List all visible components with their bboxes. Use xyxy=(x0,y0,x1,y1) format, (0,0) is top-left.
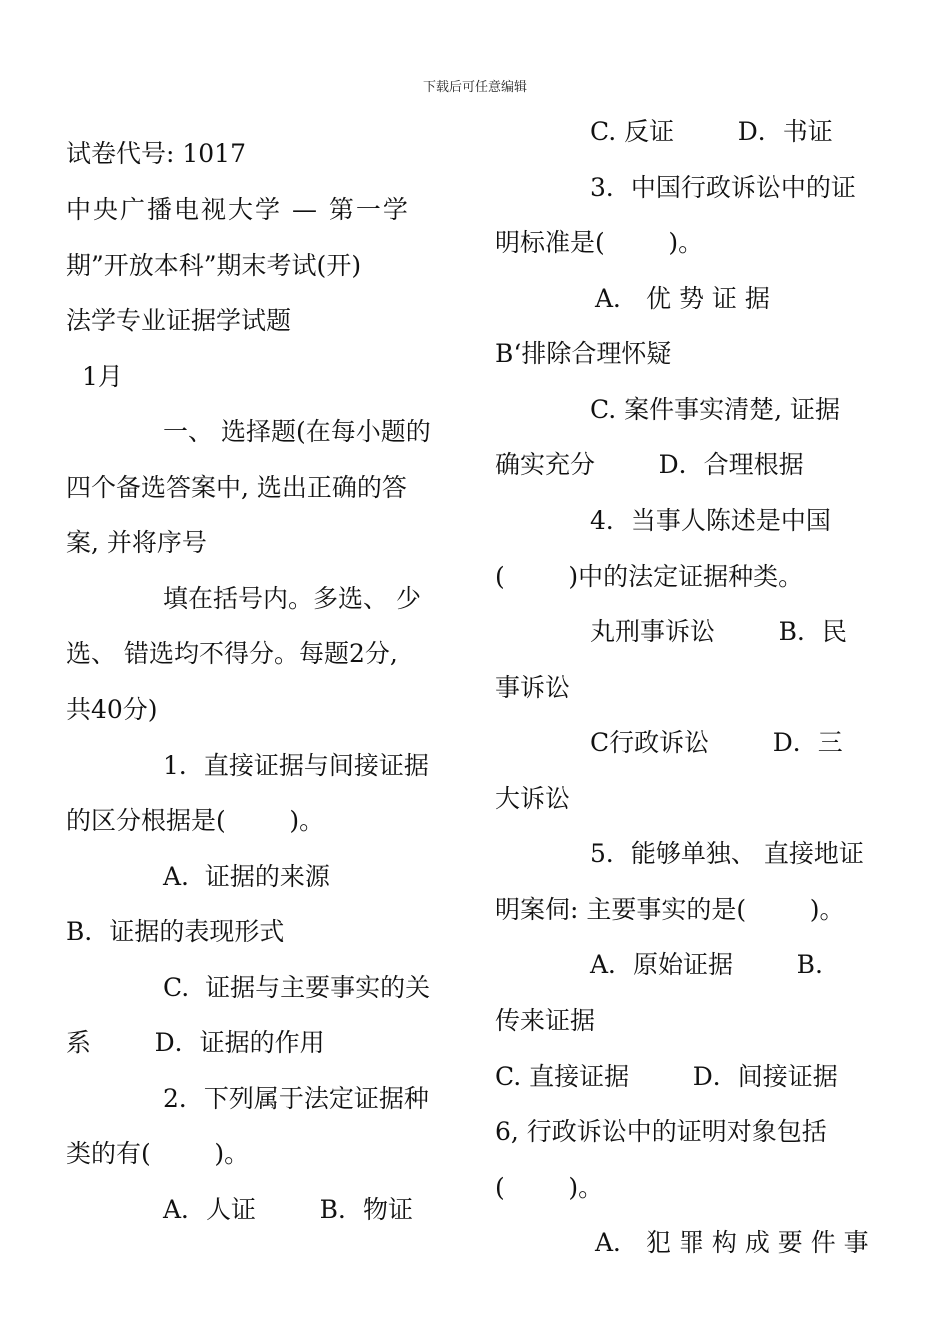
question-3: 3．中国行政诉讼中的证 xyxy=(590,173,856,202)
q4-options-ab: 丸刑事诉讼 B．民 xyxy=(590,617,847,646)
q4-options-cd: C行政诉讼 D．三 xyxy=(590,728,843,757)
exam-title-line2: 期”开放本科”期末考试(开) xyxy=(66,251,362,280)
question-3-cont: 明标准是( )。 xyxy=(495,228,704,257)
question-6: 6, 行政诉讼中的证明对象包括 xyxy=(495,1117,827,1146)
question-5-cont: 明案伺: 主要事实的是( )。 xyxy=(495,895,845,924)
instruction-line: 四个备选答案中, 选出正确的答 xyxy=(66,473,407,502)
q1-option-b: B．证据的表现形式 xyxy=(66,917,285,946)
q2-options-cd: C. 反证 D．书证 xyxy=(590,117,833,146)
exam-date: 1月 xyxy=(82,362,123,391)
question-2-cont: 类的有( )。 xyxy=(66,1139,250,1168)
question-6-cont: ( )。 xyxy=(495,1173,604,1202)
q5-options-cd: C. 直接证据 D．间接证据 xyxy=(495,1062,838,1091)
instruction-line: 共40分) xyxy=(66,695,158,724)
q4-option-d-cont: 大诉讼 xyxy=(495,784,571,813)
question-2: 2．下列属于法定证据种 xyxy=(163,1084,429,1113)
question-1: 1．直接证据与间接证据 xyxy=(163,751,429,780)
q5-option-b-cont: 传来证据 xyxy=(495,1006,596,1035)
question-5: 5．能够单独、 直接地证 xyxy=(590,839,864,868)
q2-options-ab: A．人证 B．物证 xyxy=(163,1195,414,1224)
question-1-cont: 的区分根据是( )。 xyxy=(66,806,325,835)
instruction-line: 案, 并将序号 xyxy=(66,528,207,557)
q1-option-c: C. 证据与主要事实的关 xyxy=(163,973,431,1002)
q3-option-a: A． 优 势 证 据 xyxy=(595,284,770,313)
exam-subject: 法学专业证据学试题 xyxy=(66,306,292,335)
q3-option-c: C. 案件事实清楚, 证据 xyxy=(590,395,841,424)
exam-code: 试卷代号: 1017 xyxy=(66,139,246,168)
exam-title-line1: 中央广播电视大学 — 第一学 xyxy=(66,195,410,224)
q5-options-ab: A．原始证据 B. xyxy=(590,950,823,979)
q3-option-b: B‘排除合理怀疑 xyxy=(495,339,672,368)
q6-option-a: A． 犯 罪 构 成 要 件 事 xyxy=(595,1228,869,1257)
instruction-line: 填在括号内。多选、 少 xyxy=(163,584,421,613)
q1-option-c-d: 系 D．证据的作用 xyxy=(66,1028,325,1057)
question-4: 4．当事人陈述是中国 xyxy=(590,506,831,535)
q3-option-c-d: 确实充分 D．合理根据 xyxy=(495,450,804,479)
question-4-cont: ( )中的法定证据种类。 xyxy=(495,562,804,591)
q4-option-b-cont: 事诉讼 xyxy=(495,673,571,702)
page-header: 下载后可任意编辑 xyxy=(422,80,527,95)
section-heading: 一、 选择题(在每小题的 xyxy=(163,417,431,446)
q1-option-a: A. 证据的来源 xyxy=(163,862,330,891)
instruction-line: 选、 错选均不得分。每题2分, xyxy=(66,639,398,668)
